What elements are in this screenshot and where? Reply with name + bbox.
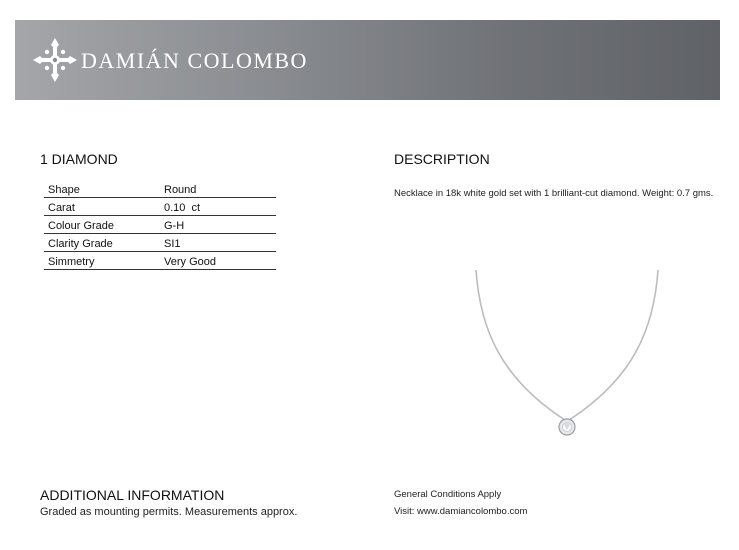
website-link[interactable]: Visit: www.damiancolombo.com bbox=[394, 506, 528, 517]
brand-name: DAMIÁN COLOMBO bbox=[81, 48, 308, 73]
table-row bbox=[44, 198, 276, 216]
description-section-title: DESCRIPTION bbox=[394, 151, 490, 167]
spec-value: Round bbox=[160, 180, 276, 198]
diamond-specs-table bbox=[44, 180, 276, 270]
spec-value: G-H bbox=[160, 216, 276, 234]
necklace-image bbox=[470, 268, 664, 443]
spec-label: Carat bbox=[44, 198, 160, 216]
spec-value: Very Good bbox=[160, 252, 276, 270]
table-row bbox=[44, 216, 276, 234]
spec-label: Colour Grade bbox=[44, 216, 160, 234]
spec-label: Simmetry bbox=[44, 252, 160, 270]
fleur-cross-logo-icon bbox=[33, 38, 77, 82]
brand-header bbox=[15, 20, 720, 100]
spec-value: SI1 bbox=[160, 234, 276, 252]
additional-info-text: Graded as mounting permits. Measurements approx. bbox=[40, 506, 298, 518]
diamond-section-title: 1 DIAMOND bbox=[40, 151, 118, 167]
table-row bbox=[44, 234, 276, 252]
additional-info-title: ADDITIONAL INFORMATION bbox=[40, 487, 225, 503]
table-row bbox=[44, 252, 276, 270]
spec-label: Shape bbox=[44, 180, 160, 198]
table-row bbox=[44, 180, 276, 198]
description-text: Necklace in 18k white gold set with 1 brilliant-cut diamond. Weight: 0.7 gms. bbox=[394, 188, 714, 199]
spec-label: Clarity Grade bbox=[44, 234, 160, 252]
spec-value: 0.10 ct bbox=[160, 198, 276, 216]
general-conditions-text: General Conditions Apply bbox=[394, 489, 502, 500]
